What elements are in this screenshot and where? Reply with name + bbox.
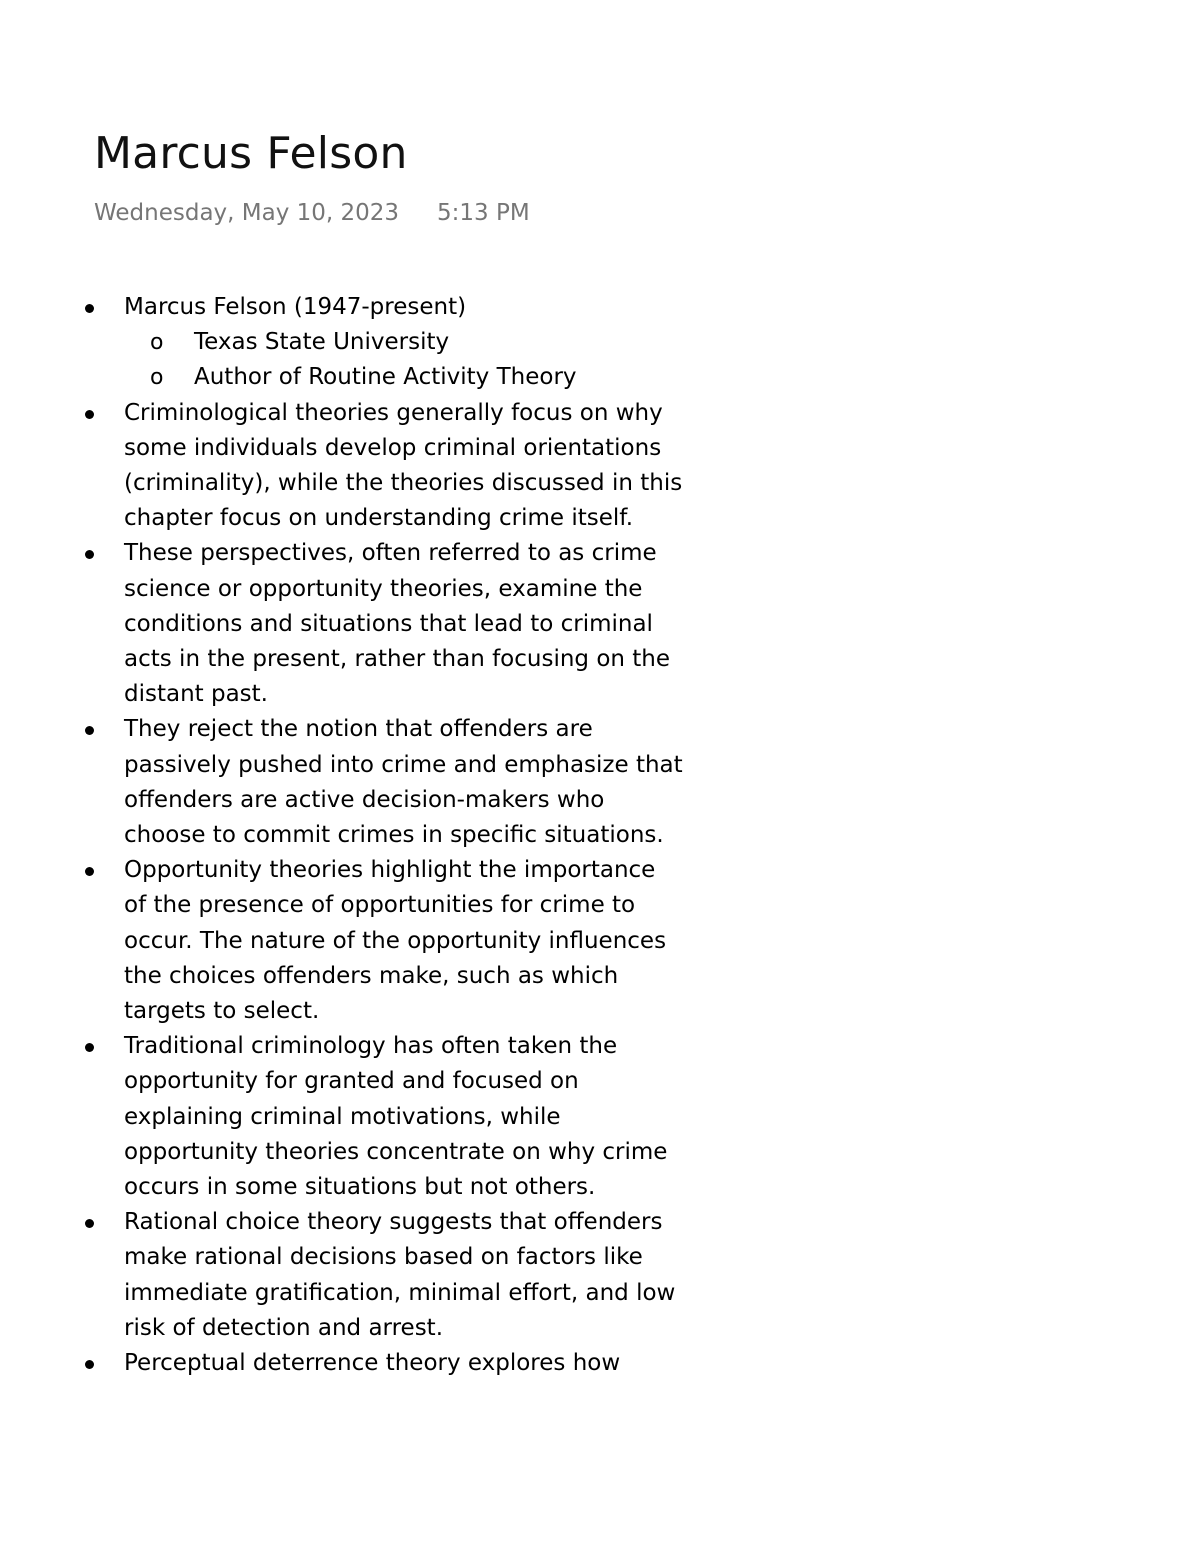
list-item-text: They reject the notion that offenders are passively pushed into crime and emphasize that offenders are active decision-makers who choose to commit crimes in specific situations. [124, 716, 683, 849]
circle-bullet-icon: o [150, 365, 164, 391]
list-item [0, 853, 684, 1029]
list-item-text: Rational choice theory suggests that offenders make rational decisions based on factors like immediate gratification, minimal effort, and low risk of detection and arrest. [124, 1209, 676, 1341]
bullet-list [0, 290, 1200, 1381]
list-item-text: Perceptual deterrence theory explores how [124, 1350, 621, 1377]
list-item [0, 396, 684, 537]
sub-list-item [124, 325, 684, 360]
list-item [0, 1205, 684, 1346]
list-item-text: Opportunity theories highlight the importance of the presence of opportunities for crime to occur. The nature of the opportunity influences the choices offenders make, such as which targets to select. [124, 857, 667, 1025]
bullet-dot-icon [85, 867, 94, 876]
note-body [0, 290, 1200, 1437]
sub-list [124, 325, 684, 395]
sub-list-item [124, 360, 684, 395]
bullet-dot-icon [85, 1219, 94, 1228]
list-item [0, 712, 684, 853]
list-item [0, 536, 684, 712]
list-item-text: These perspectives, often referred to as crime science or opportunity theories, examine the conditions and situations that lead to criminal acts in the present, rather than focusing on the distant past. [124, 540, 671, 708]
list-item [0, 290, 684, 396]
bullet-dot-icon [85, 726, 94, 735]
list-item-text: Traditional criminology has often taken the opportunity for granted and focused on explaining criminal motivations, while opportunity theories concentrate on why crime occurs in some situations but not others. [124, 1033, 668, 1201]
list-item-text: Marcus Felson (1947-present) [124, 294, 467, 320]
bullet-dot-icon [85, 304, 94, 313]
bullet-dot-icon [85, 1043, 94, 1052]
sub-list-item-text: Texas State University [194, 329, 450, 356]
list-item-text: Criminological theories generally focus on why some individuals develop criminal orientations (criminality), while the theories discussed in this chapter focus on understanding crime itself. [124, 399, 683, 532]
list-item [0, 1346, 684, 1381]
circle-bullet-icon: o [150, 330, 164, 356]
note-date: Wednesday, May 10, 2023 [94, 200, 400, 226]
bullet-dot-icon [85, 1360, 94, 1369]
bullet-dot-icon [85, 550, 94, 559]
sub-list-item-text: Author of Routine Activity Theory [194, 364, 577, 391]
bullet-dot-icon [85, 410, 94, 419]
note-time: 5:13 PM [437, 200, 530, 226]
page-title: Marcus Felson [94, 128, 408, 179]
list-item [0, 1029, 684, 1205]
